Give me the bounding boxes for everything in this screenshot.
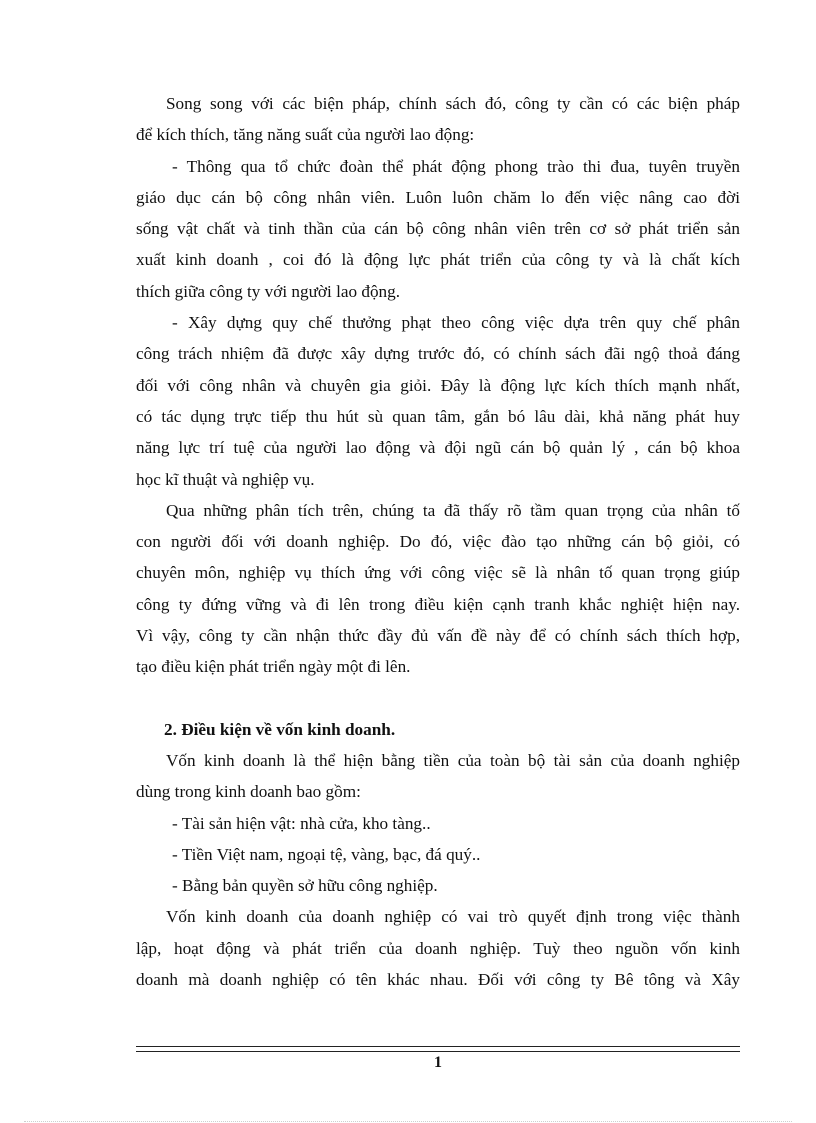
text-line: đối với công nhân và chuyên gia giỏi. Đây là động lực kích thích mạnh nhất,: [136, 375, 740, 395]
paragraph: [136, 839, 740, 870]
text-line: giáo dục cán bộ công nhân viên. Luôn luôn chăm lo đến việc nâng cao đời: [136, 187, 740, 207]
text-line: Vốn kinh doanh là thể hiện bằng tiền của toàn bộ tài sản của doanh nghiệp: [166, 750, 740, 770]
text-line: dùng trong kinh doanh bao gồm:: [136, 782, 361, 802]
intro-section: [136, 88, 740, 683]
paragraph: [136, 870, 740, 901]
text-line: để kích thích, tăng năng suất của người lao động:: [136, 125, 475, 145]
text-line: công trách nhiệm đã được xây dựng trước đó, có chính sách đãi ngộ thoả đáng: [136, 344, 740, 364]
capital-section: [136, 745, 740, 995]
text-line: có tác dụng trực tiếp thu hút sù quan tâm, gắn bó lâu dài, khả năng phát huy: [136, 406, 740, 426]
text-line: - Tiền Việt nam, ngoại tệ, vàng, bạc, đá quý..: [172, 844, 481, 864]
text-line: - Thông qua tổ chức đoàn thể phát động phong trào thi đua, tuyên truyền: [172, 156, 740, 176]
text-line: năng lực trí tuệ của người lao động và đội ngũ cán bộ quản lý , cán bộ khoa: [136, 438, 740, 458]
paragraph: [136, 151, 740, 307]
text-line: chuyên môn, nghiệp vụ thích ứng với công việc sẽ là nhân tố quan trọng giúp: [136, 563, 740, 583]
text-line: - Bằng bản quyền sở hữu công nghiệp.: [172, 876, 438, 896]
paragraph: [136, 307, 740, 495]
text-line: xuất kinh doanh , coi đó là động lực phát triển của công ty và là chất kích: [136, 250, 740, 270]
paragraph: [136, 901, 740, 995]
text-line: Vì vậy, công ty cần nhận thức đầy đủ vấn đề này để có chính sách thích hợp,: [136, 626, 740, 646]
text-line: - Xây dựng quy chế thưởng phạt theo công việc dựa trên quy chế phân: [172, 313, 740, 333]
text-line: tạo điều kiện phát triển ngày một đi lên.: [136, 657, 411, 677]
text-line: thích giữa công ty với người lao động.: [136, 281, 401, 301]
text-line: công ty đứng vững và đi lên trong điều kiện cạnh tranh khắc nghiệt hiện nay.: [136, 594, 740, 614]
footer-double-rule: [136, 1046, 740, 1052]
section-spacer: [136, 683, 740, 714]
text-line: Song song với các biện pháp, chính sách đó, công ty cần có các biện pháp: [166, 94, 740, 113]
text-line: lập, hoạt động và phát triển của doanh nghiệp. Tuỳ theo nguồn vốn kinh: [136, 938, 740, 958]
paragraph: [136, 88, 740, 151]
paragraph: [136, 495, 740, 683]
text-line: Qua những phân tích trên, chúng ta đã thấy rõ tầm quan trọng của nhân tố: [166, 500, 740, 520]
text-line: Vốn kinh doanh của doanh nghiệp có vai trò quyết định trong việc thành: [166, 907, 740, 927]
paragraph: [136, 745, 740, 808]
text-line: con người đối với doanh nghiệp. Do đó, việc đào tạo những cán bộ giỏi, có: [136, 532, 740, 552]
paragraph: [136, 808, 740, 839]
text-line: sống vật chất và tinh thần của cán bộ công nhân viên trên cơ sở phát triển sản: [136, 219, 740, 239]
text-line: học kĩ thuật và nghiệp vụ.: [136, 469, 315, 489]
document-body: [136, 88, 740, 995]
section-heading: 2. Điều kiện về vốn kinh doanh.: [164, 719, 396, 739]
text-line: doanh mà doanh nghiệp có tên khác nhau. Đối với công ty Bê tông và Xây: [136, 970, 740, 990]
text-line: - Tài sản hiện vật: nhà cửa, kho tàng..: [172, 813, 431, 833]
page-number: 1: [434, 1054, 442, 1071]
